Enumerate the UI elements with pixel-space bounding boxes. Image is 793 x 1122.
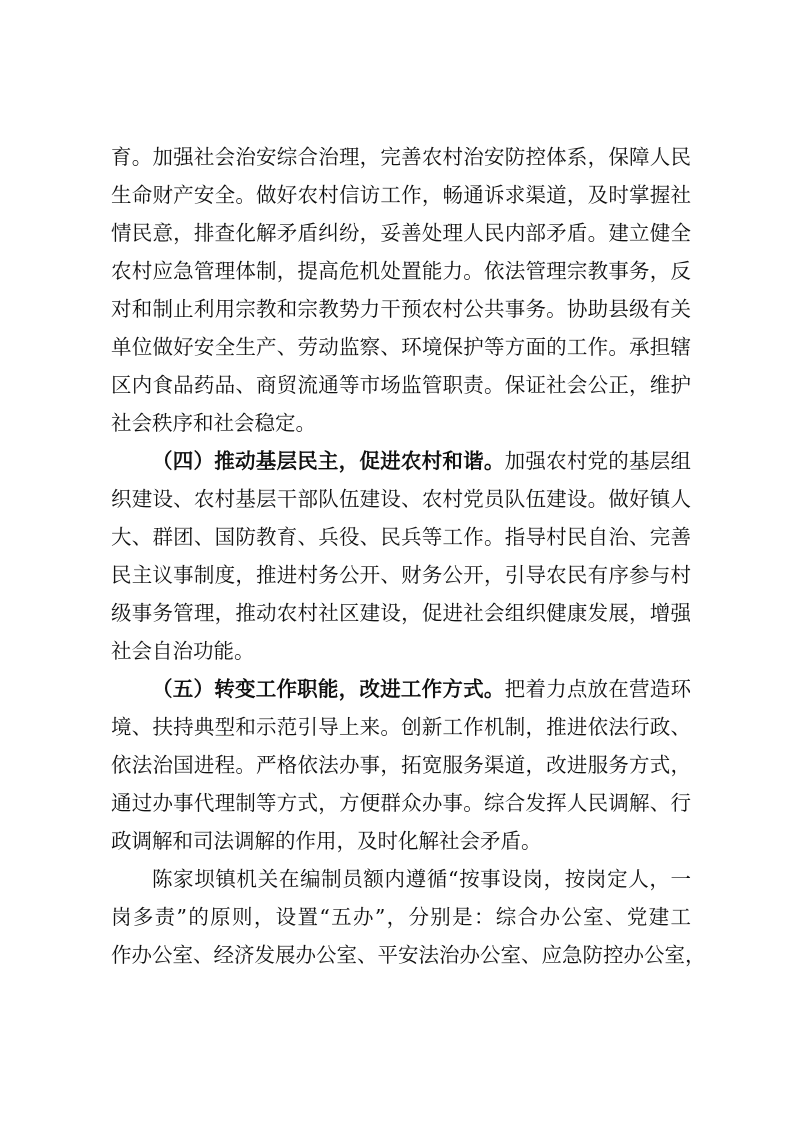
document-body — [111, 138, 706, 974]
text-line: 政调解和司法调解的作用，及时化解社会矛盾。 — [111, 829, 542, 853]
paragraph-4 — [111, 860, 706, 974]
text-line: 级事务管理，推动农村社区建设，促进社会组织健康发展，增强 — [111, 601, 691, 625]
text-line: 织建设、农村基层干部队伍建设、农村党员队伍建设。做好镇人 — [111, 487, 691, 511]
section-heading-4: （四）推动基层民主，促进农村和谐。 — [152, 449, 505, 473]
text-line: 境、扶持典型和示范引导上来。创新工作机制，推进依法行政、 — [111, 715, 691, 739]
text-line: 通过办事代理制等方式，方便群众办事。综合发挥人民调解、行 — [111, 791, 691, 815]
paragraph-2 — [111, 442, 691, 670]
text-line: 育。加强社会治安综合治理，完善农村治安防控体系，保障人民 — [111, 145, 691, 169]
text-line: 民主议事制度，推进村务公开、财务公开，引导农民有序参与村 — [111, 563, 691, 587]
text-line: 社会秩序和社会稳定。 — [111, 411, 316, 435]
text-line: 生命财产安全。做好农村信访工作，畅通诉求渠道，及时掌握社 — [111, 183, 691, 207]
text-line: 单位做好安全生产、劳动监察、环境保护等方面的工作。承担辖 — [111, 335, 691, 359]
text-line: 对和制止利用宗教和宗教势力干预农村公共事务。协助县级有关 — [111, 297, 691, 321]
text-line: 依法治国进程。严格依法办事，拓宽服务渠道，改进服务方式， — [111, 753, 691, 777]
section-heading-5: （五）转变工作职能，改进工作方式。 — [152, 677, 505, 701]
text-line: 区内食品药品、商贸流通等市场监管职责。保证社会公正，维护 — [111, 373, 691, 397]
text-line: 作办公室、经济发展办公室、平安法治办公室、应急防控办公室， — [111, 943, 706, 967]
text-line — [111, 670, 691, 708]
paragraph-3 — [111, 670, 691, 860]
text-line: 情民意，排查化解矛盾纠纷，妥善处理人民内部矛盾。建立健全 — [111, 221, 691, 245]
text-line: 农村应急管理体制，提高危机处置能力。依法管理宗教事务，反 — [111, 259, 691, 283]
text-line — [111, 442, 691, 480]
text-line: 大、群团、国防教育、兵役、民兵等工作。指导村民自治、完善 — [111, 525, 691, 549]
text-line: 社会自治功能。 — [111, 639, 255, 663]
text-run: 加强农村党的基层组 — [504, 449, 692, 473]
text-line: 陈家坝镇机关在编制员额内遵循“按事设岗，按岗定人，一 — [152, 867, 691, 891]
text-line: 岗多责”的原则，设置“五办”，分别是：综合办公室、党建工 — [111, 905, 691, 929]
text-run: 把着力点放在营造环 — [504, 677, 692, 701]
paragraph-1 — [111, 138, 691, 442]
